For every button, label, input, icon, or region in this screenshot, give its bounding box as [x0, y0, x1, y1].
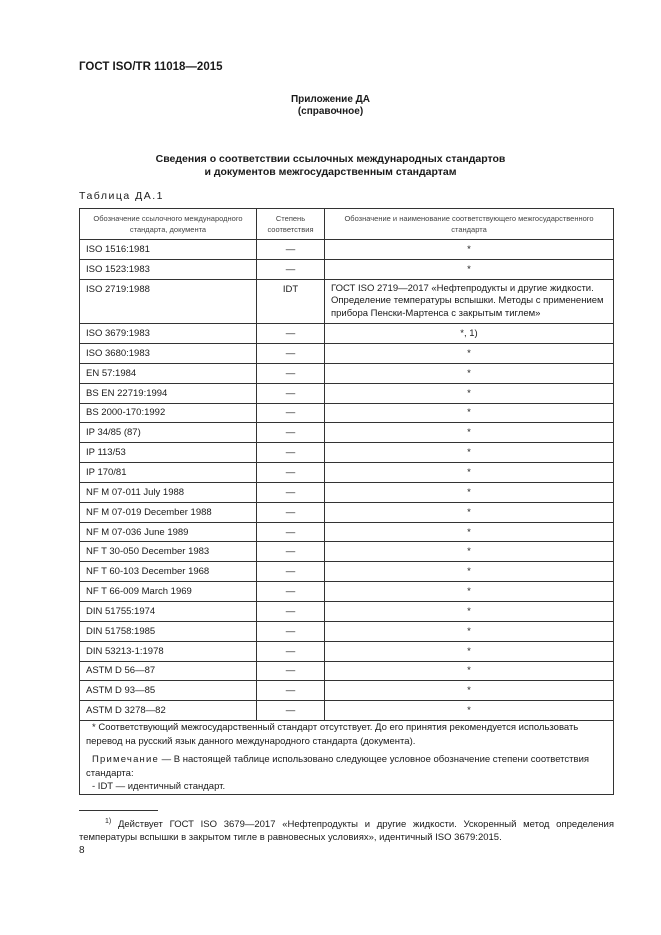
table-row: [80, 641, 614, 661]
footnote: [79, 816, 614, 844]
table-row: [80, 661, 614, 681]
section-title-line2: и документов межгосударственным стандартам: [204, 166, 457, 178]
cell-ref: ISO 1523:1983: [80, 259, 257, 279]
cell-gost: *: [325, 661, 614, 681]
table-row: [80, 463, 614, 483]
appendix-heading: [0, 94, 661, 118]
table-row: [80, 344, 614, 364]
header-degree: Степень соответствия: [257, 209, 325, 240]
appendix-type: (справочное): [297, 106, 364, 117]
cell-degree: —: [257, 423, 325, 443]
cell-gost: *: [325, 259, 614, 279]
cell-degree: —: [257, 463, 325, 483]
document-code: ГОСТ ISO/TR 11018—2015: [79, 61, 223, 73]
table-footer: [80, 721, 614, 795]
cell-degree: —: [257, 482, 325, 502]
cell-ref: DIN 51755:1974: [80, 602, 257, 622]
cell-degree: —: [257, 542, 325, 562]
table-footer-row: [80, 721, 614, 795]
table-row: [80, 363, 614, 383]
cell-ref: IP 34/85 (87): [80, 423, 257, 443]
cell-degree: —: [257, 324, 325, 344]
cell-gost: *: [325, 621, 614, 641]
cell-gost: *: [325, 443, 614, 463]
header-ref: Обозначение ссылочного международного стандарта, документа: [80, 209, 257, 240]
table-label: Таблица ДА.1: [79, 190, 164, 202]
cell-gost: *: [325, 582, 614, 602]
cell-gost: *: [325, 383, 614, 403]
table-row: [80, 259, 614, 279]
cell-gost: *: [325, 701, 614, 721]
cell-degree: —: [257, 582, 325, 602]
cell-ref: ISO 3680:1983: [80, 344, 257, 364]
table-row: [80, 383, 614, 403]
cell-degree: —: [257, 403, 325, 423]
cell-gost: *: [325, 344, 614, 364]
cell-ref: ISO 1516:1981: [80, 240, 257, 260]
footnote-text: Действует ГОСТ ISO 3679—2017 «Нефтепродукты и другие жидкости. Ускоренный метод определения температуры вспышки в закрытом тигле в равновесных условиях», идентичный ISO 3679:2015.: [79, 819, 614, 843]
note-paragraph: [86, 753, 607, 780]
table-row: [80, 502, 614, 522]
cell-gost: *: [325, 363, 614, 383]
cell-gost: *: [325, 522, 614, 542]
asterisk-note: * Соответствующий межгосударственный стандарт отсутствует. До его принятия рекомендуется использовать перевод на русский язык данного международного стандарта (документа).: [86, 722, 579, 747]
cell-degree: —: [257, 240, 325, 260]
standards-table: [79, 208, 614, 795]
cell-ref: BS 2000-170:1992: [80, 403, 257, 423]
cell-degree: IDT: [257, 279, 325, 324]
cell-ref: ASTM D 93—85: [80, 681, 257, 701]
cell-degree: —: [257, 562, 325, 582]
cell-degree: —: [257, 259, 325, 279]
cell-ref: IP 113/53: [80, 443, 257, 463]
note-item: - IDT — идентичный стандарт.: [92, 781, 226, 793]
table-row: [80, 582, 614, 602]
table-row: [80, 621, 614, 641]
table-row: [80, 443, 614, 463]
cell-ref: ISO 2719:1988: [80, 279, 257, 324]
cell-ref: ASTM D 56—87: [80, 661, 257, 681]
table-row: [80, 423, 614, 443]
cell-gost: *: [325, 482, 614, 502]
footnote-marker: 1): [105, 818, 112, 825]
cell-gost: *: [325, 681, 614, 701]
cell-ref: DIN 51758:1985: [80, 621, 257, 641]
cell-ref: NF M 07-011 July 1988: [80, 482, 257, 502]
cell-gost: *: [325, 562, 614, 582]
table-row: [80, 403, 614, 423]
table-row: [80, 324, 614, 344]
cell-degree: —: [257, 522, 325, 542]
table-row: [80, 522, 614, 542]
header-gost: Обозначение и наименование соответствующего межгосударственного стандарта: [325, 209, 614, 240]
cell-ref: EN 57:1984: [80, 363, 257, 383]
table-row: [80, 701, 614, 721]
cell-ref: NF T 66-009 March 1969: [80, 582, 257, 602]
cell-degree: —: [257, 443, 325, 463]
cell-degree: —: [257, 344, 325, 364]
cell-gost: *: [325, 542, 614, 562]
appendix-title: Приложение ДА: [290, 94, 371, 105]
cell-gost: *: [325, 602, 614, 622]
table-row: [80, 681, 614, 701]
cell-gost: *: [325, 240, 614, 260]
table-row: [80, 542, 614, 562]
cell-degree: —: [257, 383, 325, 403]
page-number: 8: [79, 845, 85, 856]
cell-degree: —: [257, 681, 325, 701]
cell-degree: —: [257, 621, 325, 641]
cell-ref: DIN 53213-1:1978: [80, 641, 257, 661]
cell-degree: —: [257, 661, 325, 681]
cell-degree: —: [257, 502, 325, 522]
cell-degree: —: [257, 602, 325, 622]
section-title-line1: Сведения о соответствии ссылочных международных стандартов: [155, 153, 506, 165]
cell-degree: —: [257, 641, 325, 661]
cell-ref: NF M 07-036 June 1989: [80, 522, 257, 542]
cell-gost: *: [325, 423, 614, 443]
note-text: — В настоящей таблице использовано следующее условное обозначение степени соответствия стандарта:: [86, 754, 590, 779]
table-row: [80, 482, 614, 502]
section-title: [0, 153, 661, 179]
cell-gost: *: [325, 502, 614, 522]
cell-ref: NF T 60-103 December 1968: [80, 562, 257, 582]
cell-ref: ASTM D 3278—82: [80, 701, 257, 721]
cell-degree: —: [257, 701, 325, 721]
table-row: [80, 240, 614, 260]
table-row: [80, 562, 614, 582]
cell-ref: IP 170/81: [80, 463, 257, 483]
cell-gost: ГОСТ ISO 2719—2017 «Нефтепродукты и другие жидкости. Определение температуры вспышки. Методы с применением прибора Пенски-Мартенса с закрытым тиглем»: [325, 279, 614, 324]
cell-ref: BS EN 22719:1994: [80, 383, 257, 403]
note-label: Примечание: [92, 754, 159, 766]
table-body: [80, 240, 614, 721]
cell-ref: NF T 30-050 December 1983: [80, 542, 257, 562]
table-row: [80, 279, 614, 324]
cell-degree: —: [257, 363, 325, 383]
cell-ref: ISO 3679:1983: [80, 324, 257, 344]
footnote-separator: [79, 810, 158, 811]
cell-gost: *: [325, 463, 614, 483]
cell-ref: NF M 07-019 December 1988: [80, 502, 257, 522]
cell-gost: *: [325, 641, 614, 661]
table-row: [80, 602, 614, 622]
cell-gost: *, 1): [325, 324, 614, 344]
cell-gost: *: [325, 403, 614, 423]
table-header-row: [80, 209, 614, 240]
